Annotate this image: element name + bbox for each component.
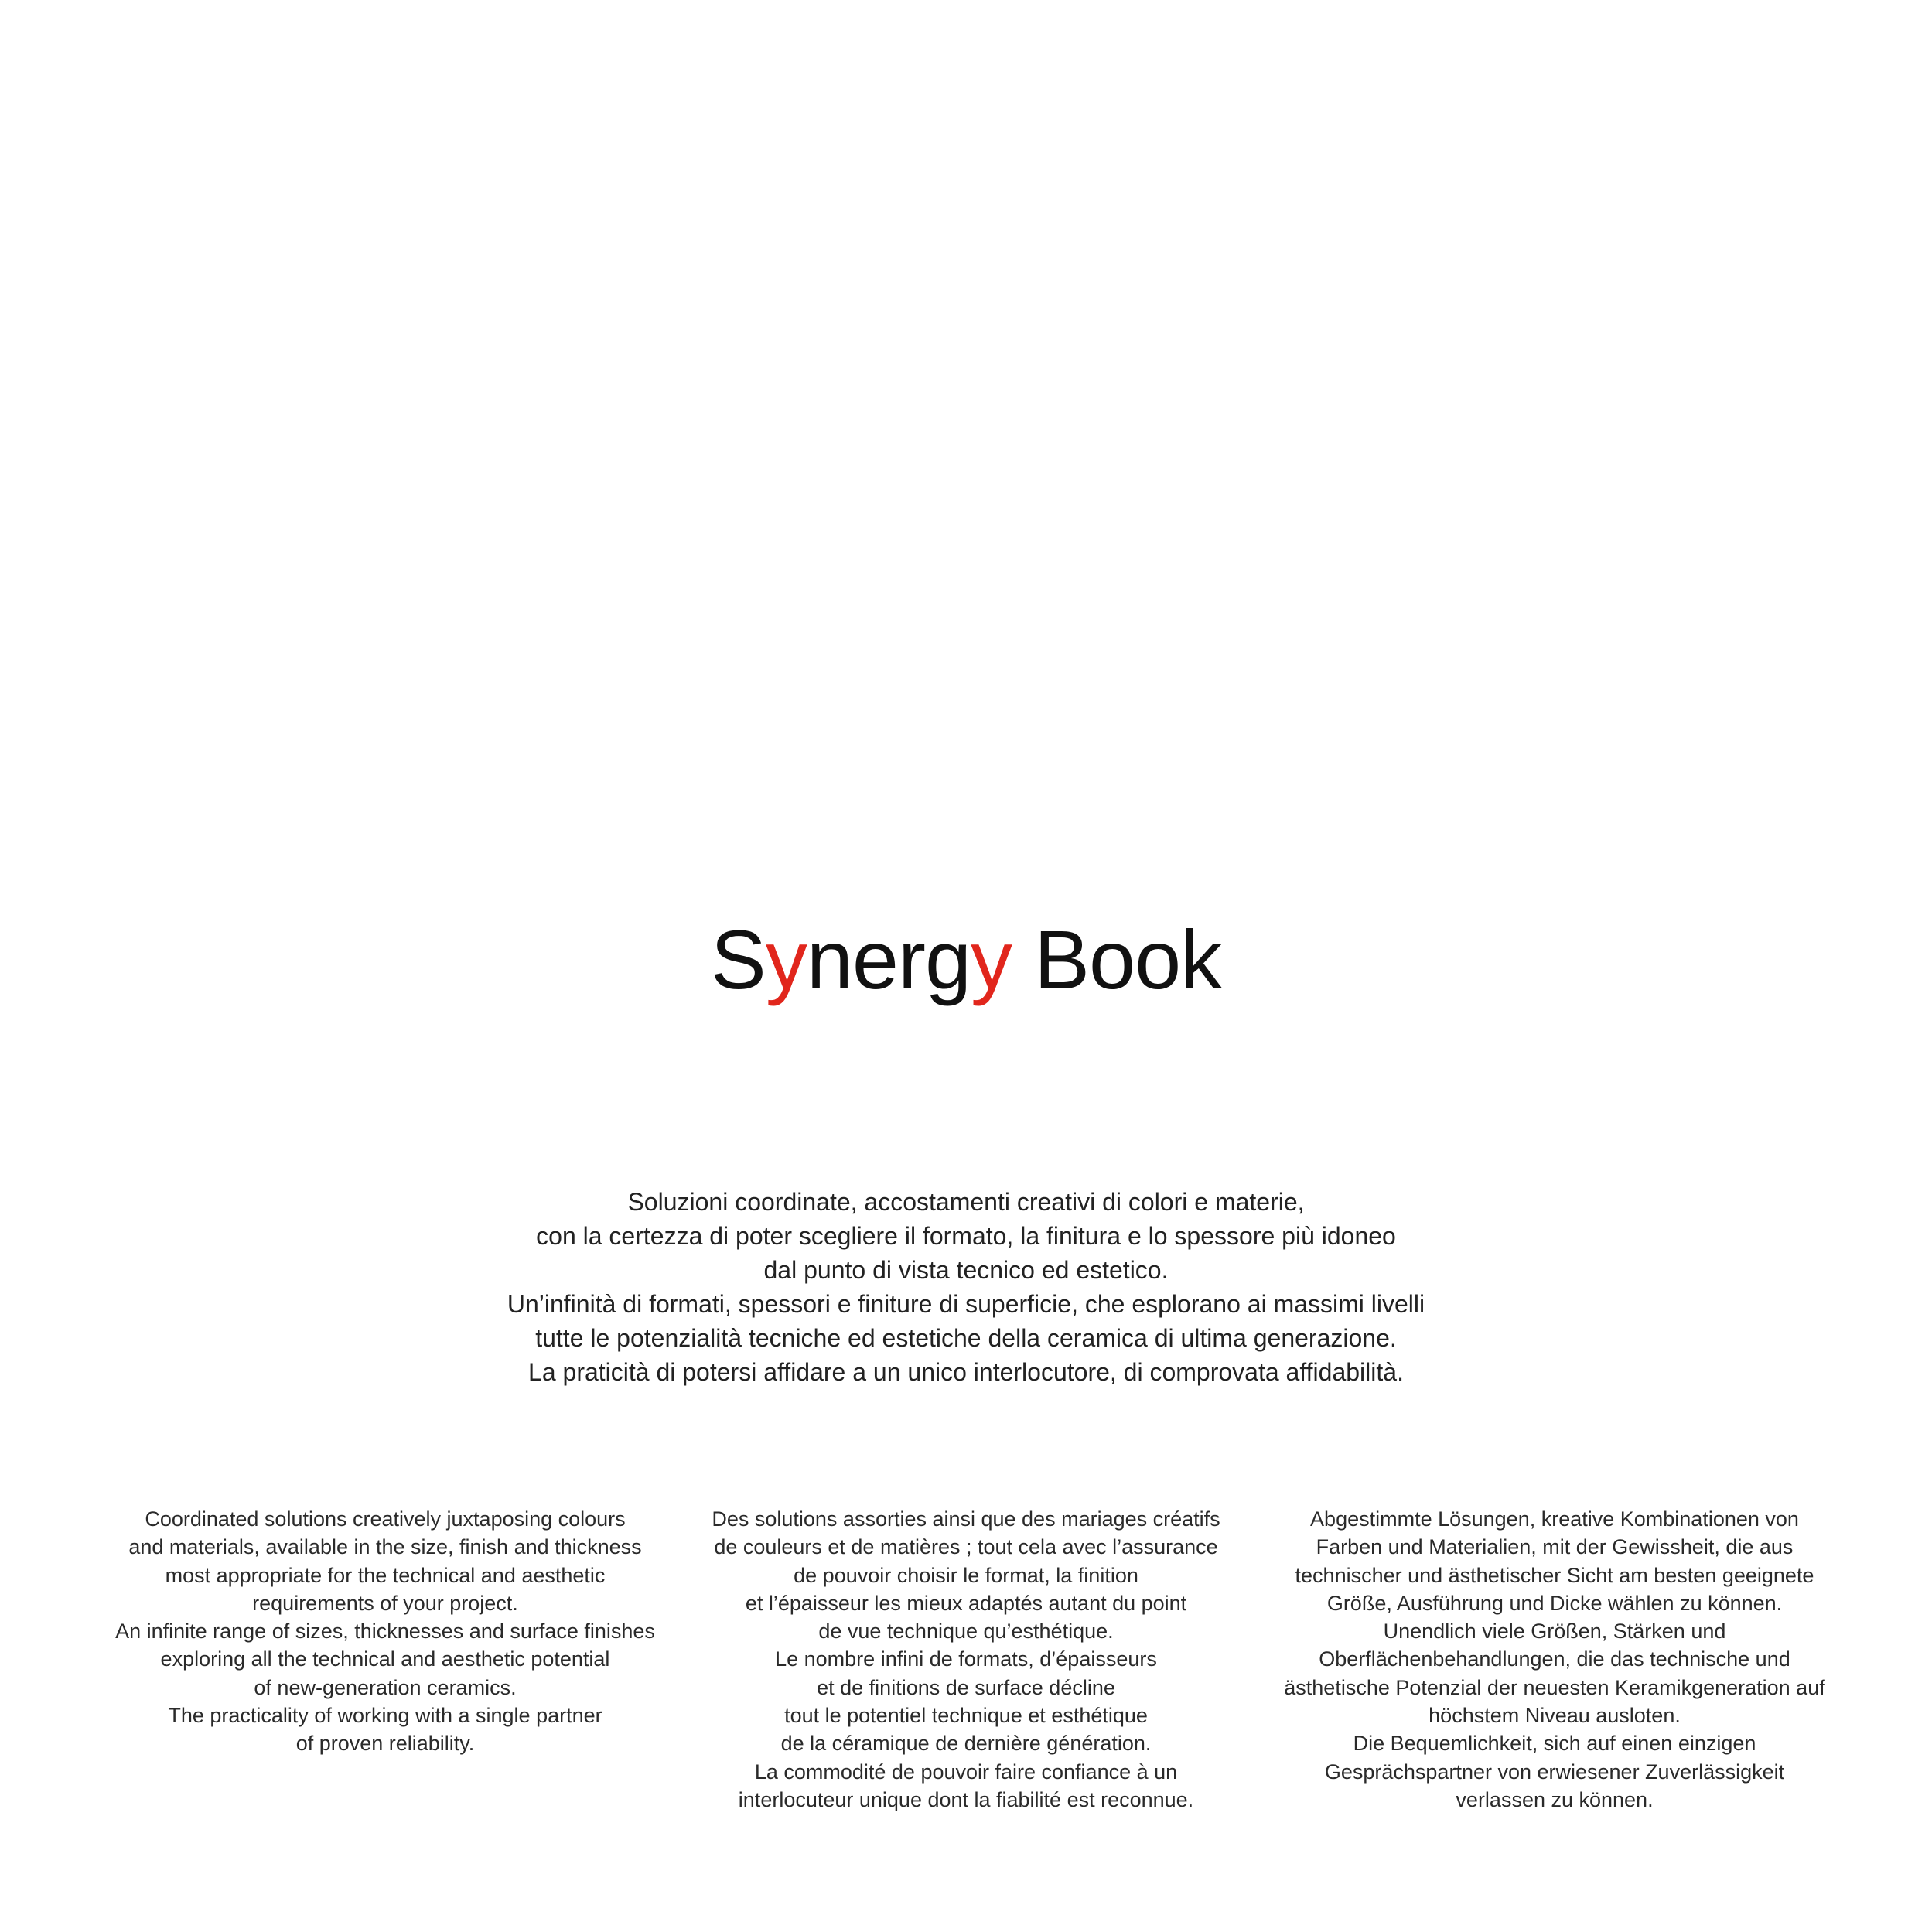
french-line: Des solutions assorties ainsi que des mariages créatifs [712,1507,1220,1531]
german-line: ästhetische Potenzial der neuesten Keramikgeneration auf [1284,1675,1825,1699]
title-accent-y-second: y [971,913,1012,1007]
title-accent-y-first: y [765,913,807,1007]
intro-line: Soluzioni coordinate, accostamenti creativi di colori e materie, [627,1188,1305,1216]
intro-line: con la certezza di poter scegliere il formato, la finitura e lo spessore più idoneo [536,1222,1396,1250]
french-line: interlocuteur unique dont la fiabilité est reconnue. [738,1787,1194,1811]
german-line: Abgestimmte Lösungen, kreative Kombinationen von [1310,1507,1799,1531]
title-part-nerg: nerg [806,913,971,1007]
english-line: of new-generation ceramics. [254,1675,517,1699]
english-line: of proven reliability. [295,1732,475,1756]
french-line: et de finitions de surface décline [817,1675,1115,1699]
german-line: technischer und ästhetischer Sicht am besten geeignete [1295,1563,1814,1587]
german-line: Oberflächenbehandlungen, die das technische und [1319,1647,1790,1671]
french-line: de vue technique qu’esthétique. [818,1620,1114,1644]
english-line: most appropriate for the technical and aesthetic [165,1563,606,1587]
german-line: höchstem Niveau ausloten. [1429,1704,1681,1728]
column-english [91,1505,679,1758]
german-line: verlassen zu können. [1456,1787,1654,1811]
intro-paragraph-italian [0,1185,1932,1389]
german-line: Größe, Ausführung und Dicke wählen zu können. [1326,1591,1783,1615]
german-line: Die Bequemlichkeit, sich auf einen einzigen [1353,1732,1756,1756]
intro-line: tutte le potenzialità tecniche ed estetiche della ceramica di ultima generazione. [535,1324,1397,1352]
column-french [672,1505,1260,1814]
title-part-s: S [710,913,766,1007]
intro-line: La praticità di potersi affidare a un unico interlocutore, di comprovata affidabilità. [528,1358,1404,1386]
page-title [0,913,1932,1007]
german-line: Farben und Materialien, mit der Gewissheit, die aus [1316,1535,1794,1559]
french-line: et l’épaisseur les mieux adaptés autant du point [745,1591,1187,1615]
english-line: requirements of your project. [252,1591,518,1615]
french-line: de pouvoir choisir le format, la finition [794,1563,1138,1587]
german-line: Unendlich viele Größen, Stärken und [1383,1620,1726,1644]
column-german [1261,1505,1848,1814]
french-line: de la céramique de dernière génération. [780,1732,1152,1756]
french-line: tout le potentiel technique et esthétique [784,1704,1148,1728]
english-line: exploring all the technical and aesthetic potential [160,1647,610,1671]
french-line: de couleurs et de matières ; tout cela avec l’assurance [714,1535,1218,1559]
intro-line: dal punto di vista tecnico ed estetico. [763,1256,1169,1284]
french-line: Le nombre infini de formats, d’épaisseurs [775,1647,1157,1671]
english-line: and materials, available in the size, finish and thickness [128,1535,642,1559]
english-line: An infinite range of sizes, thicknesses and surface finishes [115,1620,655,1644]
german-line: Gesprächspartner von erwiesener Zuverlässigkeit [1324,1760,1785,1784]
english-line: The practicality of working with a single partner [168,1704,602,1728]
intro-line: Un’infinità di formati, spessori e finiture di superficie, che esplorano ai massimi livelli [507,1290,1425,1318]
title-part-book: Book [1012,913,1222,1007]
english-line: Coordinated solutions creatively juxtaposing colours [145,1507,626,1531]
french-line: La commodité de pouvoir faire confiance à un [754,1760,1178,1784]
